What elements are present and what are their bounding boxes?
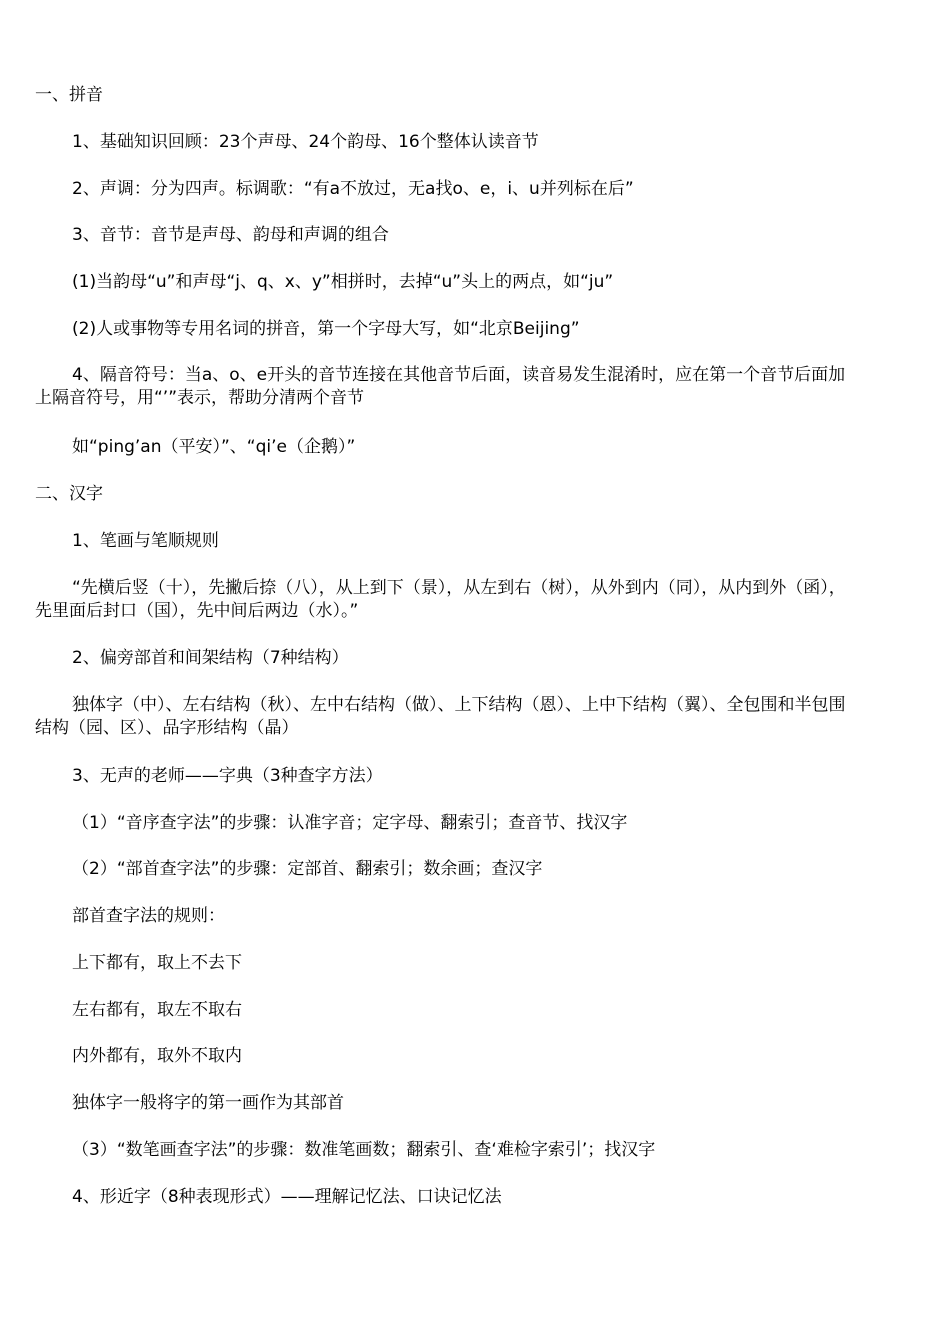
paragraph-syllable: 3、音节：音节是声母、韵母和声调的组合 (72, 225, 389, 245)
paragraph-radicals-structure: 2、偏旁部首和间架结构（7种结构） (72, 648, 349, 668)
paragraph-stroke-count-lookup: （3）“数笔画查字法”的步骤：数准笔画数；翻索引、查‘难检字索引’；找汉字 (72, 1140, 656, 1160)
paragraph-radical-rule-single: 独体字一般将字的第一画作为其部首 (72, 1093, 344, 1113)
paragraph-stroke-order-rules: “先横后竖（十），先撇后捺（八），从上到下（景），从左到右（树），从外到内（同），从内到外（函），先里面后封口（国），先中间后两边（水）。” (35, 578, 846, 621)
paragraph-syllable-rule-1: (1)当韵母“u”和声母“j、q、x、y”相拼时，去掉“u”头上的两点，如“ju” (72, 272, 614, 292)
paragraph-separator-examples: 如“ping’an（平安）”、“qi’e（企鹅）” (72, 437, 356, 457)
paragraph-similar-characters: 4、形近字（8种表现形式）——理解记忆法、口诀记忆法 (72, 1187, 502, 1207)
paragraph-radical-rule-left: 左右都有，取左不取右 (72, 1000, 242, 1020)
paragraph-separator-mark: 4、隔音符号：当a、o、e开头的音节连接在其他音节后面，读音易发生混淆时，应在第一个音节后面加上隔音符号，用“’”表示，帮助分清两个音节 (35, 365, 846, 408)
paragraph-strokes: 1、笔画与笔顺规则 (72, 531, 219, 551)
paragraph-radical-lookup: （2）“部首查字法”的步骤：定部首、翻索引；数余画；查汉字 (72, 859, 543, 879)
paragraph-dictionary: 3、无声的老师——字典（3种查字方法） (72, 766, 383, 786)
paragraph-structure-types: 独体字（中）、左右结构（秋）、左中右结构（做）、上下结构（恩）、上中下结构（翼）、全包围和半包围结构（园、区）、品字形结构（晶） (35, 695, 846, 738)
paragraph-syllable-rule-2: (2)人或事物等专用名词的拼音，第一个字母大写，如“北京Beijing” (72, 319, 580, 339)
paragraph-radical-rule-top: 上下都有，取上不去下 (72, 953, 242, 973)
paragraph-phonetic-lookup: （1）“音序查字法”的步骤：认准字音；定字母、翻索引；查音节、找汉字 (72, 813, 628, 833)
paragraph-basic-knowledge: 1、基础知识回顾：23个声母、24个韵母、16个整体认读音节 (72, 132, 539, 152)
paragraph-tones: 2、声调：分为四声。标调歌：“有a不放过，无a找o、e，i、u并列标在后” (72, 179, 634, 199)
paragraph-radical-rule-outer: 内外都有，取外不取内 (72, 1046, 242, 1066)
paragraph-radical-rules-title: 部首查字法的规则： (72, 906, 225, 926)
section-heading-hanzi: 二、汉字 (35, 484, 103, 504)
section-heading-pinyin: 一、拼音 (35, 85, 103, 105)
